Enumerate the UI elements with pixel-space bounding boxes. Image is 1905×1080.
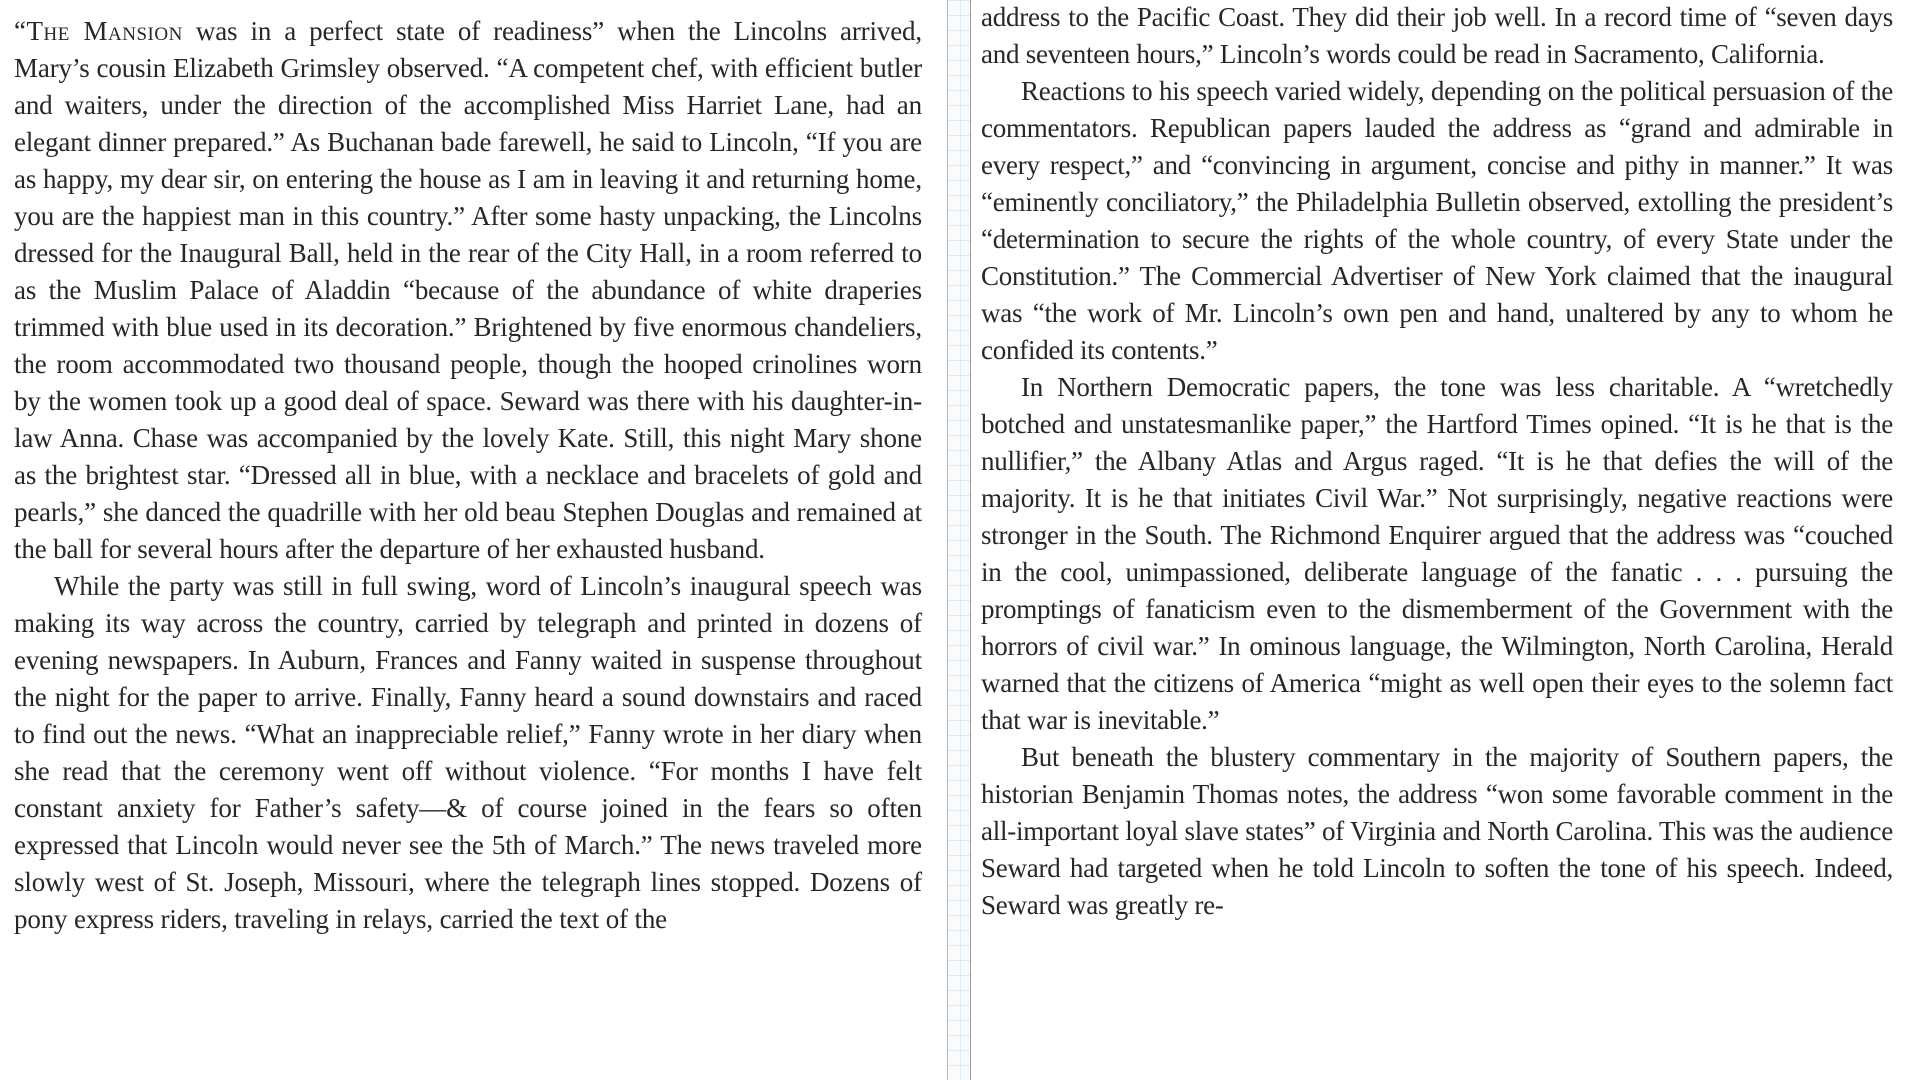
right-page	[970, 0, 1905, 1080]
left-page	[0, 0, 948, 1080]
paragraph-text: was in a perfect state of readiness” when the Lincolns arrived, Mary’s cousin Elizabeth Grimsley observed. “A competent chef, with efficient butler and waiters, under the direction of the accomplished Miss Harriet Lane, had an elegant dinner prepared.” As Buchanan bade farewell, he said to Lincoln, “If you are as happy, my dear sir, on entering the house as I am in leaving it and returning home, you are the happiest man in this country.” After some hasty unpacking, the Lincolns dressed for the Inaugural Ball, held in the rear of the City Hall, in a room referred to as the Muslim Palace of Aladdin “because of the abundance of white draperies trimmed with blue used in its decoration.” Brightened by five enormous chandeliers, the room accommodated two thousand people, though the hooped crinolines worn by the women took up a good deal of space. Seward was there with his daughter-in-law Anna. Chase was accompanied by the lovely Kate. Still, this night Mary shone as the brightest star. “Dressed all in blue, with a necklace and bracelets of gold and pearls,” she danced the quadrille with her old beau Stephen Douglas and remained at the ball for several hours after the departure of her exhausted husband.	[14, 16, 922, 564]
paragraph: But beneath the blustery commentary in the majority of Southern papers, the historian Benjamin Thomas notes, the address “won some favorable comment in the all-important loyal slave states” of Virginia and North Carolina. This was the audience Seward had targeted when he told Lincoln to soften the tone of his speech. Indeed, Seward was greatly re-	[981, 742, 1893, 920]
paragraph	[14, 13, 922, 568]
paragraph: address to the Pacific Coast. They did their job well. In a record time of “seven days and seventeen hours,” Lincoln’s words could be read in Sacramento, California.	[981, 2, 1893, 69]
right-page-text-column	[981, 0, 1893, 924]
left-page-text-column	[14, 13, 922, 938]
paragraph-lead-small-caps: “The Mansion	[14, 16, 183, 46]
paragraph: While the party was still in full swing, word of Lincoln’s inaugural speech was making its way across the country, carried by telegraph and printed in dozens of evening newspapers. In Auburn, Frances and Fanny waited in suspense throughout the night for the paper to arrive. Finally, Fanny heard a sound downstairs and raced to find out the news. “What an inappreciable relief,” Fanny wrote in her diary when she read that the ceremony went off without violence. “For months I have felt constant anxiety for Father’s safety—& of course joined in the fears so often expressed that Lincoln would never see the 5th of March.” The news traveled more slowly west of St. Joseph, Missouri, where the telegraph lines stopped. Dozens of pony express riders, traveling in relays, carried the text of the	[14, 571, 922, 934]
paragraph: In Northern Democratic papers, the tone was less charitable. A “wretchedly botched and unstatesmanlike paper,” the Hartford Times opined. “It is he that is the nullifier,” the Albany Atlas and Argus raged. “It is he that defies the will of the majority. It is he that initiates Civil War.” Not surprisingly, negative reactions were stronger in the South. The Richmond Enquirer argued that the address was “couched in the cool, unimpassioned, deliberate language of the fanatic . . . pursuing the promptings of fanaticism even to the dismemberment of the Government with the horrors of civil war.” In ominous language, the Wilmington, North Carolina, Herald warned that the citizens of America “might as well open their eyes to the solemn fact that war is inevitable.”	[981, 372, 1893, 735]
paragraph: Reactions to his speech varied widely, depending on the political persuasion of the commentators. Republican papers lauded the address as “grand and admirable in every respect,” and “convincing in argument, concise and pithy in manner.” It was “eminently conciliatory,” the Philadelphia Bulletin observed, extolling the president’s “determination to secure the rights of the whole country, of every State under the Constitution.” The Commercial Advertiser of New York claimed that the inaugural was “the work of Mr. Lincoln’s own pen and hand, unaltered by any to whom he confided its contents.”	[981, 76, 1893, 365]
